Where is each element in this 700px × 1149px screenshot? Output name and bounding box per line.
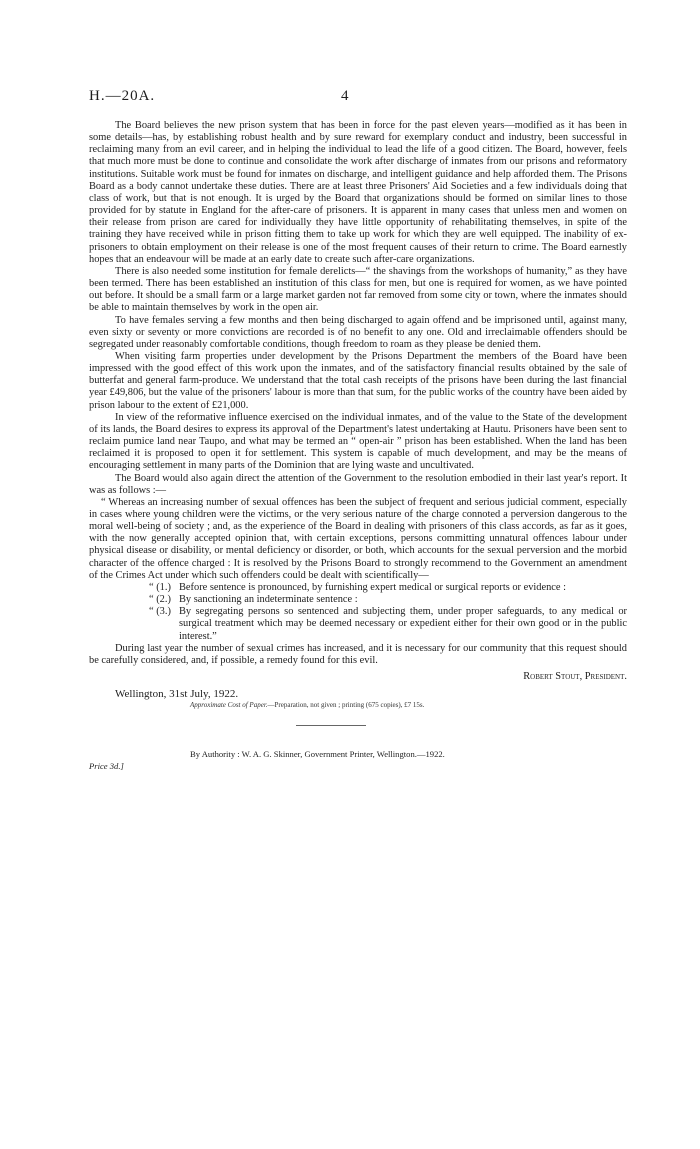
resolution-quote: “ Whereas an increasing number of sexual offences has been the subject of frequent and serious judicial comment, especially in cases where young children were the victims, or the very serious nature of the charge connoted a perversion dangerous to the moral well-being of society ; and, as the experience of the Board in dealing with prisoners of this class accords, as far as it goes, with the now generally accepted opinion that, with certain exceptions, persons committing unnatural offences labour under physical disease or disability, or mental deficiency or disorder, or both, which accounts for the sexual perversion and the morbid character of the offence charged : It is resolved by the Prisons Board to strongly recommend to the Government an amendment of the Crimes Act under which such offenders could be dealt with scientifically— (89, 496, 627, 581)
resolution-item (149, 594, 627, 606)
paragraph-after-care: The Board believes the new prison system that has been in force for the past eleven years—modified as it has been in some details—has, by establishing robust health and by sure reward for exemplary conduct and industry, been successful in reclaiming many from an evil career, and in helping the individual to lead the life of a good citizen. The Board, however, feels that much more must be done to continue and consolidate the work after discharge of inmates from our prisons and reformatory institutions. Suitable work must be found for inmates on discharge, and intelligent guidance and help afforded them. The Prisons Board as a body cannot undertake these duties. There are at least three Prisoners' Aid Societies and a few individuals doing that class of work, but that is not enough. It is urged by the Board that organizations should be formed on similar lines to those provided for by statute in England for the after-care of prisoners. It is apparent in many cases that unless men and women on their release from prison are cared for individually they have little opportunity of rehabilitating themselves, in spite of the training they have received while in prison fitting them to take up work for which they are well equipped. The inability of ex-prisoners to obtain employment on their release is one of the most frequent causes of their return to crime. The Board earnestly hopes that an endeavour will be made at an early date to create such after-care organizations. (89, 120, 627, 265)
item-number: “ (1.) (149, 581, 171, 593)
printer-authority: By Authority : W. A. G. Skinner, Government Printer, Wellington.—1922. (190, 749, 445, 759)
cost-label: Approximate Cost of Paper. (190, 701, 268, 709)
report-body (89, 120, 627, 700)
item-text: By segregating persons so sentenced and subjecting them, under proper safeguards, to any medical or surgical treatment which may be deemed necessary or expedient either for their own good or in the public interest.” (179, 606, 627, 642)
paragraph-irreclaimable-offenders: To have females serving a few months and then being discharged to again offend and be imprisoned until, against many, even sixty or seventy or more convictions are recorded is of no benefit to any one. Old and irreclaimable offenders should be segregated under reasonably comfortable conditions, though freedom to roam as they please be denied them. (89, 314, 627, 350)
signature: Robert Stout, President. (523, 671, 627, 683)
paragraph-resolution-intro: The Board would also again direct the attention of the Government to the resolution embodied in their last year's report. It was as follows :— (89, 472, 627, 496)
item-number: “ (3.) (149, 606, 171, 618)
divider-rule (296, 725, 366, 726)
paragraph-hautu: In view of the reformative influence exercised on the individual inmates, and of the value to the State of the development of its lands, the Board desires to express its approval of the Department's latest undertaking at Hautu. Prisoners have been sent to reclaim pumice land near Taupo, and what may be termed an “ open-air ” prison has been established. When the land has been reclaimed it is proposed to open it for settlement. This system is capable of much development, and may be the means of encouraging settlement in many parts of the Dominion that are lying waste and uncultivated. (89, 411, 627, 472)
cost-text: —Preparation, not given ; printing (675 copies), £7 15s. (267, 701, 425, 709)
resolution-item (149, 582, 627, 594)
paragraph-closing: During last year the number of sexual crimes has increased, and it is necessary for our community that this request should be carefully considered, and, if possible, a remedy found for this evil. (89, 642, 627, 666)
item-text: By sanctioning an indeterminate sentence : (179, 594, 358, 606)
price-note: Price 3d.] (89, 761, 124, 771)
cost-note (190, 701, 424, 709)
document-reference: H.—20A. (89, 88, 156, 104)
item-number: “ (2.) (149, 594, 171, 606)
place-date: Wellington, 31st July, 1922. (115, 688, 239, 701)
page-header (89, 88, 627, 108)
resolution-item (149, 606, 627, 642)
paragraph-female-derelicts: There is also needed some institution for female derelicts—“ the shavings from the workshops of humanity,” as they have been termed. There has been established an institution of this class for men, but one is required for women, as we have pointed out before. It should be a small farm or a large market garden not far removed from some city or town, where the inmates should be able to maintain themselves by work in the open air. (89, 265, 627, 314)
item-text: Before sentence is pronounced, by furnishing expert medical or surgical reports or evidence : (179, 581, 567, 593)
paragraph-farm-properties: When visiting farm properties under development by the Prisons Department the members of the Board have been impressed with the good effect of this work upon the inmates, and of the satisfactory financial results obtained by the sale of butterfat and general farm-produce. We understand that the total cash receipts of the prisons have been during the last financial year £49,806, but the value of the prisoners' labour is more than that sum, for the public works of the country have been aided by prison labour to the extent of £21,000. (89, 350, 627, 411)
page-number: 4 (341, 88, 349, 104)
